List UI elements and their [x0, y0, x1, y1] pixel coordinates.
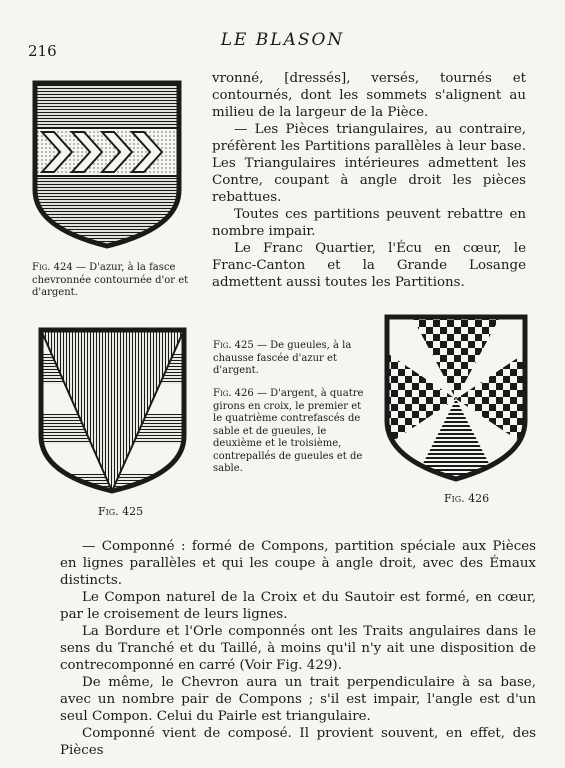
paragraph: Componné vient de composé. Il provient souvent, en effet, des Pièces — [60, 726, 536, 758]
paragraph: — Componné : formé de Compons, partition spéciale aux Pièces en lignes parallèles et qui les coupe à angle droit, avec des Émaux distincts. — [60, 539, 536, 588]
fig-425-label-inline: Fig. 425 — [213, 340, 254, 351]
fig-424-caption — [32, 262, 192, 300]
top-text-block — [212, 70, 526, 291]
fig-425-shield — [38, 326, 188, 496]
fig-424-text: — D'azur, à la fasce chevronnée contournée d'or et d'argent. — [32, 262, 189, 298]
fig-426-shield — [384, 313, 530, 485]
fig-426-label: Fig. 426 — [444, 492, 490, 505]
paragraph: De même, le Chevron aura un trait perpendiculaire à sa base, avec un nombre pair de Compons ; s'il est impair, l'angle est d'un seul Compon. Celui du Pairle est triangulaire. — [60, 675, 536, 724]
lower-text-block — [60, 538, 536, 759]
fig-425-text: — De gueules, à la chausse fascée d'azur et d'argent. — [213, 340, 352, 376]
paragraph: La Bordure et l'Orle componnés ont les Traits angulaires dans le sens du Tranché et du Taillé, à moins qu'il n'y ait une disposition de contrecomponné en carré (Voir Fig. 429). — [60, 624, 536, 673]
paragraph: Toutes ces partitions peuvent rebattre en nombre impair. — [212, 207, 526, 239]
fig-424-shield — [32, 78, 184, 253]
fig-426-text: — D'argent, à quatre girons en croix, le premier et le quatrième contrefascés de sable et de gueules, le deuxième et le troisième, contrepallés de gueules et de sable. — [213, 388, 364, 474]
page-number: 216 — [28, 42, 57, 60]
fig-425-caption — [213, 340, 365, 378]
running-header: LE BLASON — [220, 30, 345, 50]
paragraph: vronné, [dressés], versés, tournés et contournés, dont les sommets s'alignent au milieu de la largeur de la Pièce. — [212, 71, 526, 120]
paragraph: Le Franc Quartier, l'Écu en cœur, le Franc-Canton et la Grande Losange admettent aussi toutes les Partitions. — [212, 241, 526, 290]
fig-425-label: Fig. 425 — [98, 505, 144, 518]
paragraph: Le Compon naturel de la Croix et du Sautoir est formé, en cœur, par le croisement de leurs lignes. — [60, 590, 536, 622]
paragraph: — Les Pièces triangulaires, au contraire, préfèrent les Partitions parallèles à leur base. Les Triangulaires intérieures admettent les Contre, coupant à angle droit les pièces rebattues. — [212, 122, 526, 205]
fig-426-caption — [213, 388, 365, 476]
fig-424-label: Fig. 424 — [32, 262, 73, 273]
fig-426-label-inline: Fig. 426 — [213, 388, 254, 399]
